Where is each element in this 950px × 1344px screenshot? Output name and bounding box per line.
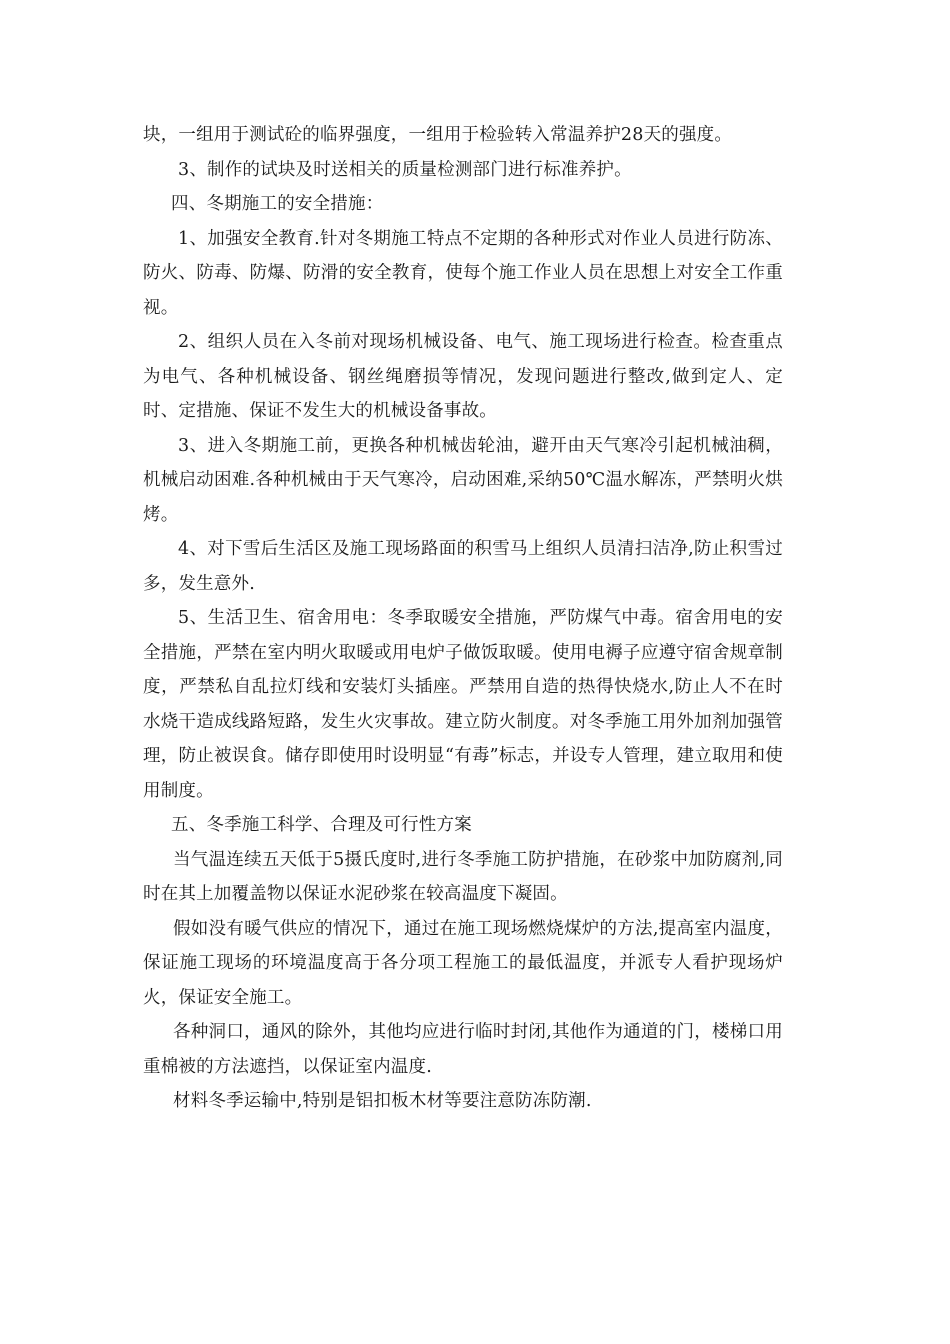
paragraph-item-4-snow-clearing: 4、对下雪后生活区及施工现场路面的积雪马上组织人员清扫洁净,防止积雪过多，发生意外.	[143, 539, 783, 594]
paragraph-item-5-dormitory-electricity: 5、生活卫生、宿舍用电：冬季取暖安全措施，严防煤气中毒。宿舍用电的安全措施，严禁在室内明火取暖或用电炉子做饭取暖。使用电褥子应遵守宿舍规章制度，严禁私自乱拉灯线和安装灯头插座。严禁用自造的热得快烧水,防止人不在时水烧干造成线路短路，发生火灾事故。建立防火制度。对冬季施工用外加剂加强管理，防止被误食。储存即使用时设明显“有毒”标志，并设专人管理，建立取用和使用制度。	[143, 608, 783, 801]
paragraph-openings-sealing: 各种洞口，通风的除外，其他均应进行临时封闭,其他作为通道的门，楼梯口用重棉被的方法遮挡，以保证室内温度.	[143, 1022, 783, 1077]
paragraph-continuation: 块，一组用于测试砼的临界强度，一组用于检验转入常温养护28天的强度。	[143, 125, 733, 145]
paragraph-material-transport: 材料冬季运输中,特别是铝扣板木材等要注意防冻防潮.	[173, 1091, 592, 1111]
paragraph-item-3-specimens: 3、制作的试块及时送相关的质量检测部门进行标准养护。	[178, 159, 632, 180]
paragraph-item-1-safety-education: 1、加强安全教育.针对冬期施工特点不定期的各种形式对作业人员进行防冻、防火、防毒、防爆、防滑的安全教育，使每个施工作业人员在思想上对安全工作重视。	[143, 228, 783, 318]
document-body	[143, 118, 783, 1119]
paragraph-item-3-machine-oil: 3、进入冬期施工前，更换各种机械齿轮油，避开由天气寒冷引起机械油稠，机械启动困难.各种机械由于天气寒冷，启动困难,采纳50℃温水解冻，严禁明火烘烤。	[143, 435, 783, 525]
paragraph-item-2-equipment-inspection: 2、组织人员在入冬前对现场机械设备、电气、施工现场进行检查。检查重点为电气、各种机械设备、钢丝绳磨损等情况，发现问题进行整改,做到定人、定时、定措施、保证不发生大的机械设备事故。	[143, 332, 783, 421]
paragraph-temperature-threshold: 当气温连续五天低于5摄氏度时,进行冬季施工防护措施，在砂浆中加防腐剂,同时在其上加覆盖物以保证水泥砂浆在较高温度下凝固。	[143, 849, 783, 904]
section-heading-feasibility-plan: 五、冬季施工科学、合理及可行性方案	[171, 815, 472, 835]
paragraph-heating-coal-stove: 假如没有暖气供应的情况下，通过在施工现场燃烧煤炉的方法,提高室内温度，保证施工现场的环境温度高于各分项工程施工的最低温度，并派专人看护现场炉火，保证安全施工。	[143, 918, 783, 1008]
section-heading-safety-measures: 四、冬期施工的安全措施：	[171, 194, 384, 214]
